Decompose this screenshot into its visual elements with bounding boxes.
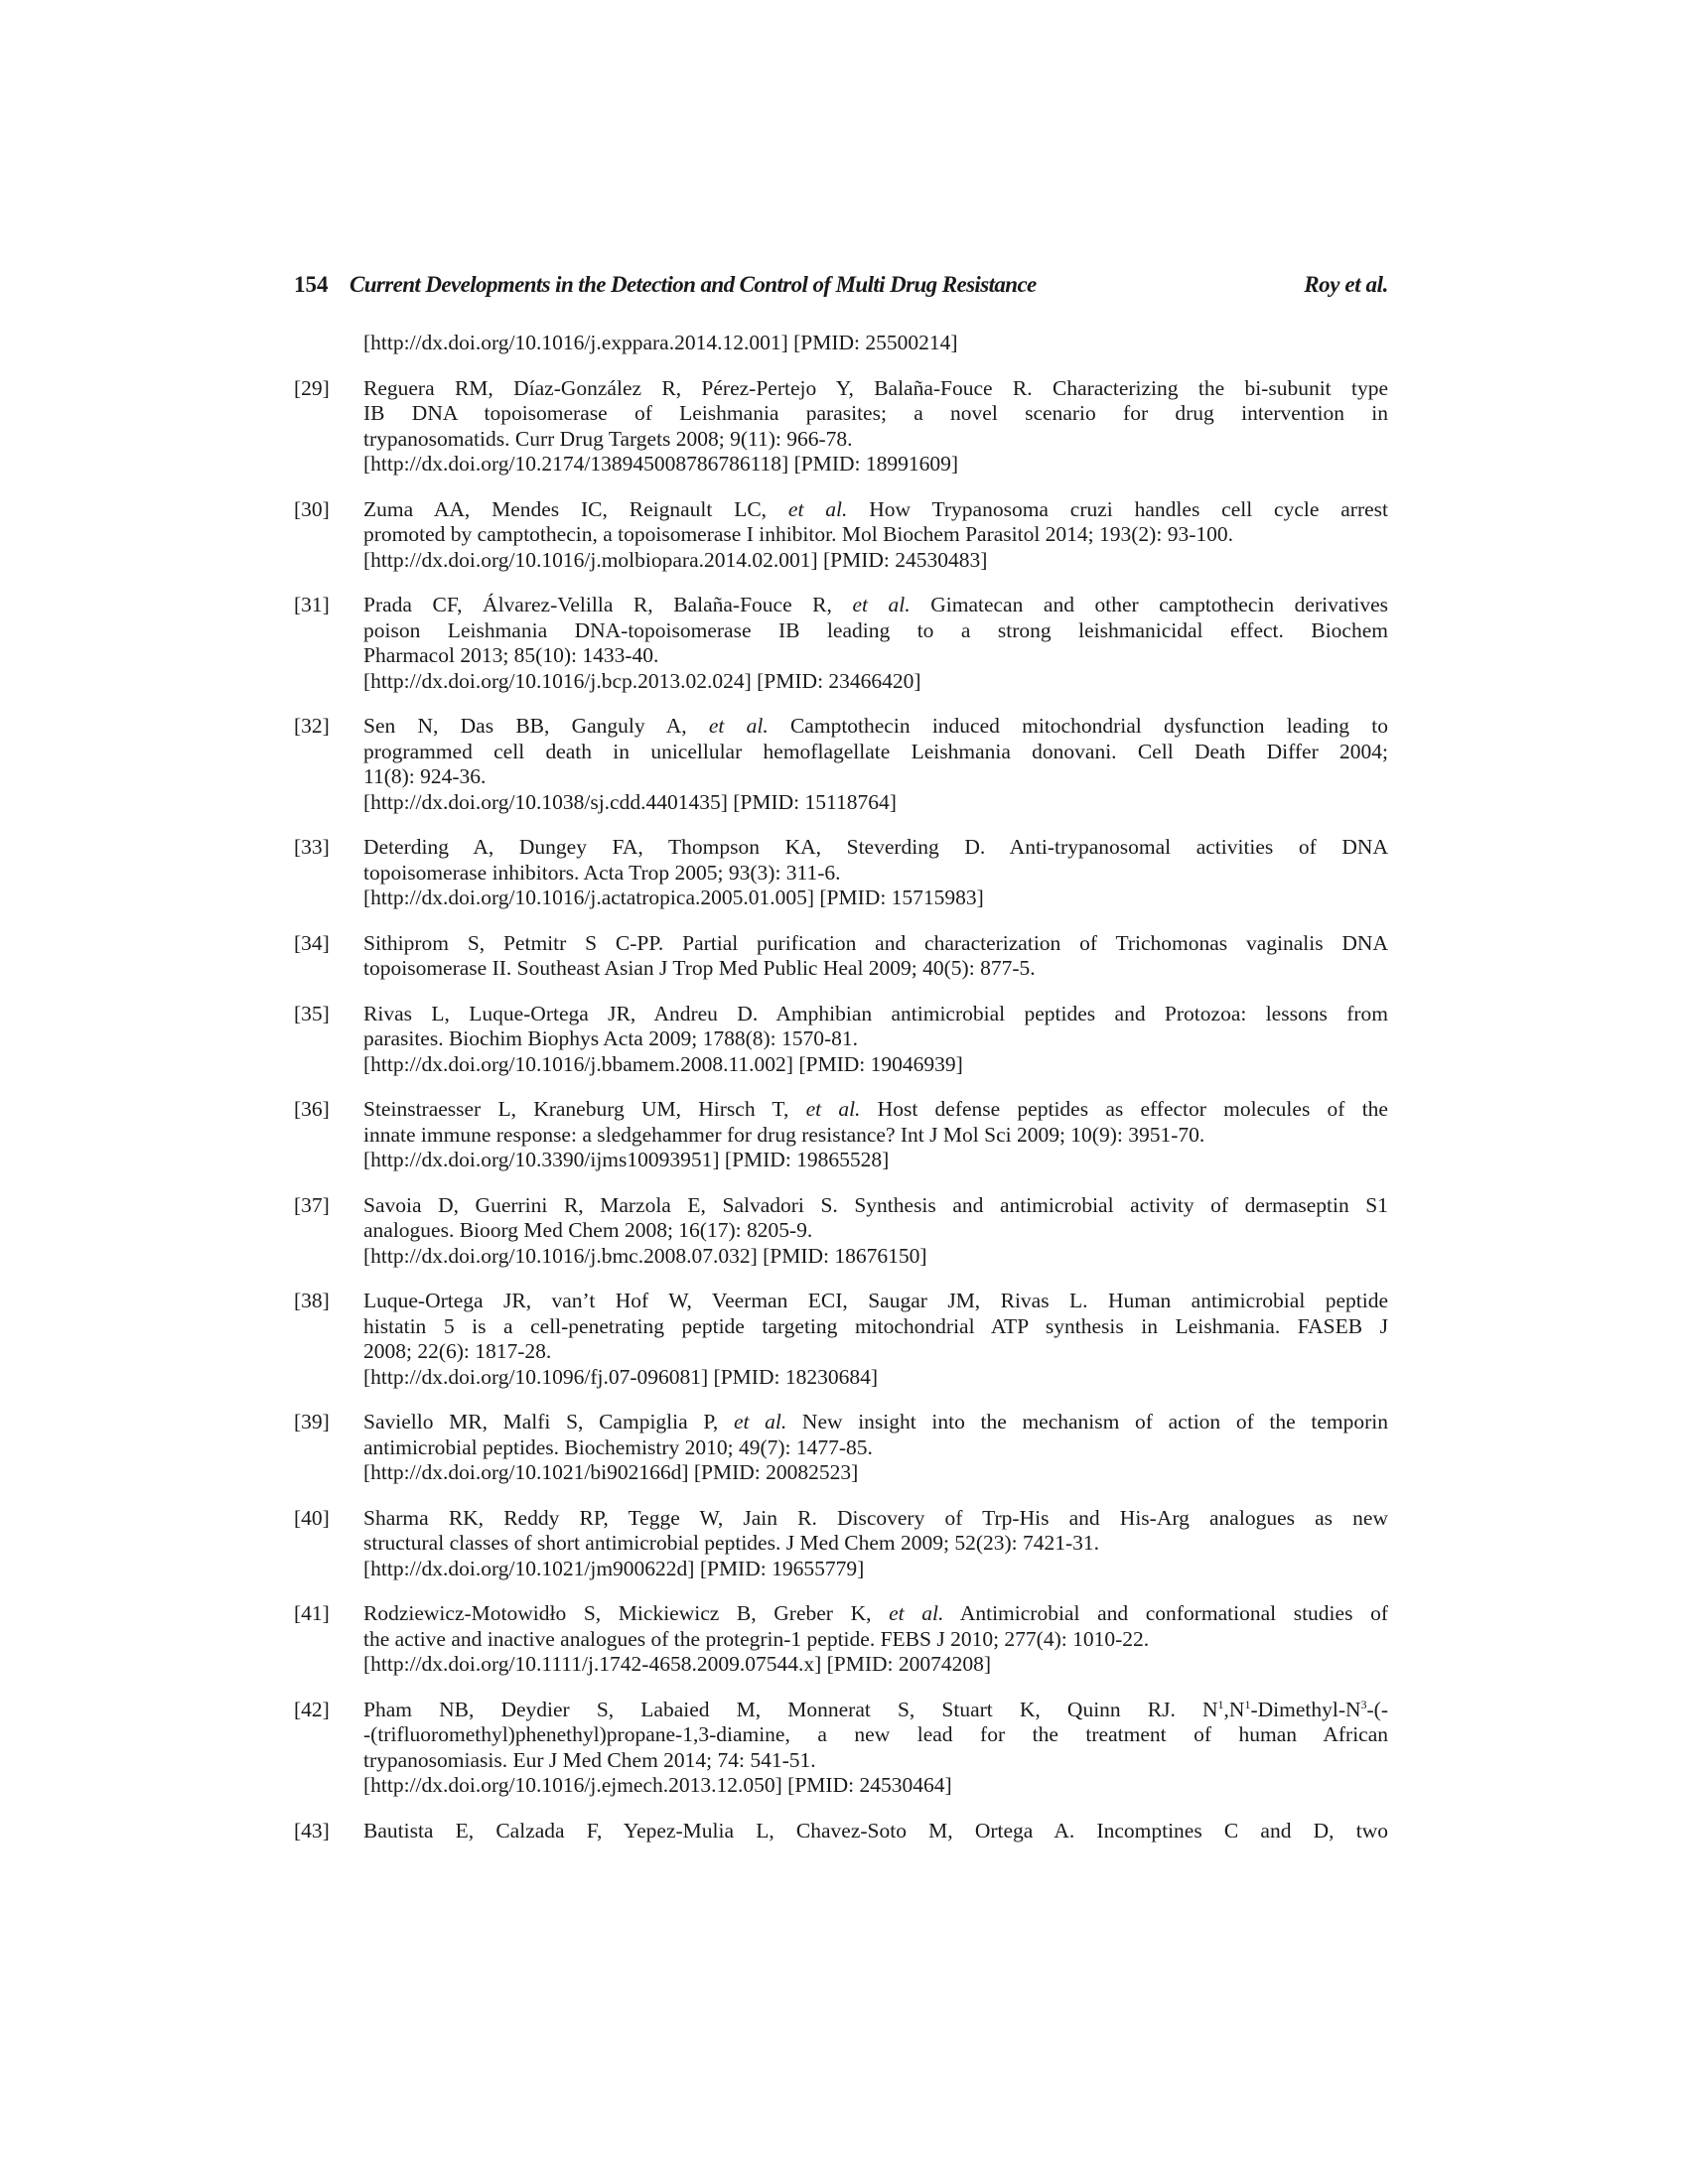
- reference-line: trypanosomatids. Curr Drug Targets 2008; 9(11): 966-78.: [363, 426, 853, 451]
- reference-line: [http://dx.doi.org/10.1016/j.ejmech.2013.12.050] [PMID: 24530464]: [363, 1773, 952, 1797]
- reference-line: antimicrobial peptides. Biochemistry 2010; 49(7): 1477-85.: [363, 1434, 873, 1459]
- reference-list: [294, 331, 1388, 1843]
- reference-line: Rivas L, Luque-Ortega JR, Andreu D. Amphibian antimicrobial peptides and Protozoa: lessons from: [363, 1001, 1388, 1025]
- reference-number: [36]: [294, 1097, 330, 1121]
- reference-item: [294, 1601, 1388, 1678]
- reference-text: [363, 1410, 1388, 1486]
- reference-item: [294, 376, 1388, 478]
- reference-number: [32]: [294, 714, 330, 738]
- reference-line: Sharma RK, Reddy RP, Tegge W, Jain R. Discovery of Trp-His and His-Arg analogues as new: [363, 1505, 1388, 1530]
- reference-text: [363, 593, 1388, 694]
- reference-line: Sithiprom S, Petmitr S C-PP. Partial purification and characterization of Trichomonas vaginalis DNA: [363, 930, 1388, 955]
- reference-text: [363, 1002, 1388, 1078]
- reference-line: [http://dx.doi.org/10.1111/j.1742-4658.2009.07544.x] [PMID: 20074208]: [363, 1652, 992, 1676]
- reference-item: [294, 593, 1388, 694]
- running-header: [294, 272, 1388, 302]
- reference-text: [363, 931, 1388, 982]
- reference-line: [http://dx.doi.org/10.1021/jm900622d] [PMID: 19655779]: [363, 1556, 865, 1580]
- reference-line: Luque-Ortega JR, van’t Hof W, Veerman ECI, Saugar JM, Rivas L. Human antimicrobial peptide: [363, 1289, 1388, 1312]
- reference-continuation: [http://dx.doi.org/10.1016/j.exppara.2014.12.001] [PMID: 25500214]: [363, 331, 958, 354]
- reference-line: Savoia D, Guerrini R, Marzola E, Salvadori S. Synthesis and antimicrobial activity of dermaseptin S1: [363, 1192, 1388, 1217]
- reference-number: [42]: [294, 1697, 330, 1721]
- reference-item: [294, 1097, 1388, 1173]
- reference-line: Sen N, Das BB, Ganguly A, et al. Camptothecin induced mitochondrial dysfunction leading to: [363, 714, 1388, 738]
- reference-line: [http://dx.doi.org/10.3390/ijms10093951] [PMID: 19865528]: [363, 1148, 890, 1171]
- reference-line: poison Leishmania DNA-topoisomerase IB leading to a strong leishmanicidal effect. Biochem: [363, 617, 1388, 642]
- reference-item: [294, 1506, 1388, 1582]
- reference-number: [37]: [294, 1192, 330, 1217]
- reference-line: the active and inactive analogues of the protegrin-1 peptide. FEBS J 2010; 277(4): 1010-22.: [363, 1626, 1150, 1651]
- reference-line: Steinstraesser L, Kraneburg UM, Hirsch T, et al. Host defense peptides as effector molecules of the: [363, 1097, 1388, 1121]
- reference-item: [294, 931, 1388, 982]
- reference-line: structural classes of short antimicrobial peptides. J Med Chem 2009; 52(23): 7421-31.: [363, 1531, 1100, 1555]
- reference-text: [363, 1698, 1388, 1799]
- reference-text: [363, 1289, 1388, 1390]
- reference-line: 2008; 22(6): 1817-28.: [363, 1339, 552, 1363]
- reference-number: [43]: [294, 1818, 330, 1843]
- reference-line: 11(8): 924-36.: [363, 764, 487, 788]
- reference-text: [363, 497, 1388, 574]
- reference-number: [41]: [294, 1601, 330, 1625]
- reference-number: [35]: [294, 1001, 330, 1025]
- reference-number: [34]: [294, 930, 330, 955]
- reference-line: histatin 5 is a cell-penetrating peptide targeting mitochondrial ATP synthesis in Leishmania. FASEB J: [363, 1313, 1388, 1338]
- reference-line: [http://dx.doi.org/10.1038/sj.cdd.4401435] [PMID: 15118764]: [363, 789, 897, 814]
- reference-number: [31]: [294, 593, 330, 616]
- reference-line: Zuma AA, Mendes IC, Reignault LC, et al. How Trypanosoma cruzi handles cell cycle arrest: [363, 496, 1388, 521]
- reference-line: trypanosomiasis. Eur J Med Chem 2014; 74: 541-51.: [363, 1747, 816, 1772]
- reference-item: [294, 1193, 1388, 1270]
- reference-entries: [294, 376, 1388, 1844]
- running-author: Roy et al.: [1304, 272, 1388, 297]
- reference-line: Pham NB, Deydier S, Labaied M, Monnerat S, Stuart K, Quinn RJ. $N^1,N^1-Dimethyl-N^3-(-$: [363, 1697, 1388, 1721]
- reference-number: [38]: [294, 1289, 330, 1312]
- reference-line: Bautista E, Calzada F, Yepez-Mulia L, Chavez-Soto M, Ortega A. Incomptines C and D, two: [363, 1818, 1388, 1843]
- reference-line: analogues. Bioorg Med Chem 2008; 16(17): 8205-9.: [363, 1218, 813, 1242]
- reference-line: [http://dx.doi.org/10.1016/j.bcp.2013.02.024] [PMID: 23466420]: [363, 668, 921, 693]
- reference-text: [363, 1097, 1388, 1173]
- reference-line: [http://dx.doi.org/10.1016/j.molbiopara.2014.02.001] [PMID: 24530483]: [363, 547, 988, 572]
- reference-text: [363, 1506, 1388, 1582]
- reference-line: Deterding A, Dungey FA, Thompson KA, Steverding D. Anti-trypanosomal activities of DNA: [363, 835, 1388, 859]
- reference-text: [363, 1601, 1388, 1678]
- reference-line: [http://dx.doi.org/10.1021/bi902166d] [PMID: 20082523]: [363, 1460, 859, 1484]
- reference-line: [http://dx.doi.org/10.1096/fj.07-096081] [PMID: 18230684]: [363, 1364, 878, 1389]
- reference-number: [29]: [294, 375, 330, 400]
- reference-line: [http://dx.doi.org/10.1016/j.bbamem.2008.11.002] [PMID: 19046939]: [363, 1051, 963, 1076]
- reference-line: Prada CF, Álvarez-Velilla R, Balaña-Fouce R, et al. Gimatecan and other camptothecin derivatives: [363, 593, 1388, 616]
- reference-item: [294, 1819, 1388, 1844]
- reference-number: [30]: [294, 496, 330, 521]
- reference-line: topoisomerase inhibitors. Acta Trop 2005; 93(3): 311-6.: [363, 860, 841, 885]
- book-title: Current Developments in the Detection and Control of Multi Drug Resistance: [350, 272, 1037, 297]
- reference-line: [http://dx.doi.org/10.1016/j.actatropica.2005.01.005] [PMID: 15715983]: [363, 886, 984, 909]
- reference-line: IB DNA topoisomerase of Leishmania parasites; a novel scenario for drug intervention in: [363, 401, 1388, 425]
- reference-item: [294, 1698, 1388, 1799]
- reference-line: parasites. Biochim Biophys Acta 2009; 1788(8): 1570-81.: [363, 1026, 859, 1050]
- reference-line: Pharmacol 2013; 85(10): 1433-40.: [363, 643, 659, 667]
- reference-line: [http://dx.doi.org/10.2174/138945008786786118] [PMID: 18991609]: [363, 452, 959, 476]
- reference-number: [40]: [294, 1505, 330, 1530]
- reference-line: [http://dx.doi.org/10.1016/j.bmc.2008.07.032] [PMID: 18676150]: [363, 1243, 927, 1268]
- reference-line: -(trifluoromethyl)phenethyl)propane-1,3-diamine, a new lead for the treatment of human African: [363, 1722, 1388, 1746]
- reference-line: Rodziewicz-Motowidło S, Mickiewicz B, Greber K, et al. Antimicrobial and conformational studies of: [363, 1601, 1388, 1625]
- reference-line: Saviello MR, Malfi S, Campiglia P, et al. New insight into the mechanism of action of the temporin: [363, 1410, 1388, 1433]
- reference-text: [363, 1193, 1388, 1270]
- reference-item: [294, 1410, 1388, 1486]
- reference-line: topoisomerase II. Southeast Asian J Trop Med Public Heal 2009; 40(5): 877-5.: [363, 956, 1036, 980]
- page-number: 154: [294, 272, 329, 297]
- reference-item: [294, 1002, 1388, 1078]
- reference-item: [294, 835, 1388, 911]
- reference-item: [294, 714, 1388, 815]
- reference-item: [294, 497, 1388, 574]
- reference-line: Reguera RM, Díaz-González R, Pérez-Pertejo Y, Balaña-Fouce R. Characterizing the bi-subunit type: [363, 375, 1388, 400]
- reference-line: innate immune response: a sledgehammer for drug resistance? Int J Mol Sci 2009; 10(9): 3951-70.: [363, 1122, 1205, 1147]
- reference-text: [363, 376, 1388, 478]
- reference-text: [363, 1819, 1388, 1844]
- reference-line: promoted by camptothecin, a topoisomerase I inhibitor. Mol Biochem Parasitol 2014; 193(2): 93-100.: [363, 522, 1233, 546]
- reference-number: [39]: [294, 1410, 330, 1433]
- reference-text: [363, 714, 1388, 815]
- reference-text: [363, 835, 1388, 911]
- reference-line: programmed cell death in unicellular hemoflagellate Leishmania donovani. Cell Death Differ 2004;: [363, 739, 1388, 763]
- reference-item: [294, 1289, 1388, 1390]
- reference-number: [33]: [294, 835, 330, 859]
